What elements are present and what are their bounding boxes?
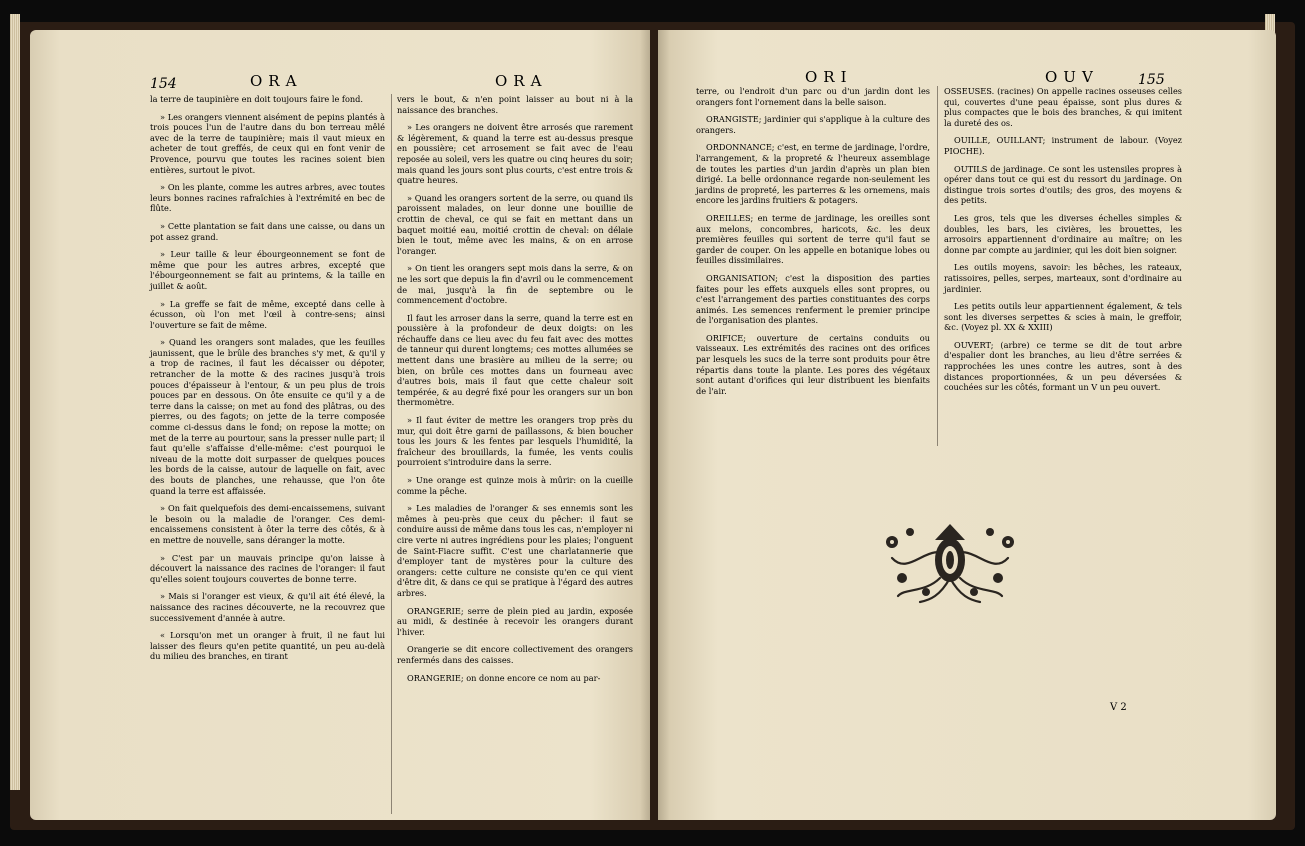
paragraph: ORANGERIE; on donne encore ce nom au par- [407, 672, 601, 683]
paragraph: terre, ou l'endroit d'un parc ou d'un jardin dont les orangers font l'ornement dans la belle saison. [696, 86, 930, 107]
left-column-2 [397, 94, 633, 814]
right-column-2 [944, 86, 1182, 516]
paragraph: » C'est par un mauvais principe qu'on laisse à découvert la naissance des racines de l'oranger: il faut qu'elles soient toujours couvertes de bonne terre. [150, 552, 385, 584]
paragraph: ORDONNANCE; c'est, en terme de jardinage, l'ordre, l'arrangement, & la propreté & l'heureux assemblage de toutes les parties d'un jardin d'après un plan bien dirigé. La belle ordonnance regarde non-seulement les jardins de propreté, les parterres & les ornemens, mais encore les jardins fruitiers & potagers. [696, 142, 930, 206]
paragraph: OUTILS de jardinage. Ce sont les ustensiles propres à opérer dans tout ce qui est du ressort du jardinage. On distingue trois sortes d'outils; des gros, des moyens & des petits. [944, 163, 1182, 206]
page-number-right: 155 [1138, 72, 1165, 88]
left-page-edges [10, 14, 20, 790]
paragraph: Il faut les arroser dans la serre, quand la terre est en poussière à la profondeur de deux doigts: on les réchauffe dans ce lieu avec du feu fait avec des mottes de tanneur qui durent longtems; ces mottes allumées se mettent dans une brasière au milieu de la serre; ou bien, on brûle ces mottes dans un fourneau avec d'autres bois, mais il faut que cette chaleur soit tempérée, & au degré fixé pour les orangers sur un bon thermomètre. [397, 312, 633, 408]
paragraph: Les outils moyens, savoir: les bêches, les rateaux, ratissoires, pelles, serpes, marteaux, sont d'ordinaire au jardinier. [944, 262, 1182, 294]
floral-ornament [880, 518, 1020, 604]
right-column-1 [696, 86, 930, 516]
left-column-1 [150, 94, 385, 814]
paragraph: » Leur taille & leur ébourgeonnement se font de même que pour les autres arbres, excepté que l'ébourgeonnement se fait au printems, & la taille en juillet & août. [150, 249, 385, 291]
paragraph: » Les maladies de l'oranger & ses ennemis sont les mêmes à peu-près que ceux du pêcher: il faut se conduire aussi de même dans tous les cas, n'employer ni cire verte ni autres ingrédiens pour les plaies; l'onguent de Saint-Fiacre suffit. C'est une charlatannerie que d'employer tant de mystères pour la culture des orangers: cette culture ne consiste qu'en ce qui vient d'être dit, & dans ce qui se pratique à l'égard des autres arbres. [397, 503, 634, 598]
paragraph: » On fait quelquefois des demi-encaissemens, suivant le besoin ou la maladie de l'oranger. Ces demi-encaissemens consistent à ôter la terre des côtés, & à en mettre de nouvelle, sans déranger la motte. [150, 503, 385, 545]
running-header-right-col2: OUV [1045, 68, 1099, 86]
running-header-right-col1: ORI [805, 68, 853, 86]
paragraph: » Quand les orangers sortent de la serre, ou quand ils paroissent malades, on leur donne une bouillie de crottin de cheval, ce qui se fait en mettant dans un baquet moitié eau, moitié crottin de cheval: on délaie bien le tout, même avec les mains, & on en arrose l'oranger. [397, 192, 633, 256]
paragraph: OUILLE, OUILLANT; instrument de labour. (Voyez PIOCHE). [944, 135, 1182, 156]
paragraph: ORGANISATION; c'est la disposition des parties faites pour les effets auxquels elles sont propres, ou c'est l'arrangement des parties constituantes des corps animés. Les semences renferment le premier principe de l'organisation des plantes. [696, 272, 930, 326]
paragraph: ORANGERIE; serre de plein pied au jardin, exposée au midi, & destinée à recevoir les orangers durant l'hiver. [397, 605, 633, 637]
signature-mark: V 2 [1110, 702, 1127, 713]
paragraph: ORANGISTE; jardinier qui s'applique à la culture des orangers. [696, 114, 930, 135]
column-rule-right [937, 86, 938, 446]
paragraph: OUVERT; (arbre) ce terme se dit de tout arbre d'espalier dont les branches, au lieu d'être serrées & rapprochées les unes contre les autres, sont à des distances proportionnées, & un peu déversées & couchées sur les côtés, formant un V un peu ouvert. [944, 339, 1182, 393]
paragraph: Orangerie se dit encore collectivement des orangers renfermés dans des caisses. [397, 644, 633, 665]
paragraph: la terre de taupinière en doit toujours faire le fond. [150, 94, 363, 104]
paragraph: » Cette plantation se fait dans une caisse, ou dans un pot assez grand. [150, 220, 385, 242]
paragraph: ORIFICE; ouverture de certains conduits ou vaisseaux. Les extrémités des racines ont des orifices par lesquels les sucs de la terre sont produits pour être répartis dans toute la plante. Les pores des végétaux sont autant d'orifices qui leur distribuent les bienfaits de l'air. [696, 332, 930, 396]
running-header-left-col2: ORA [495, 72, 548, 90]
paragraph: OSSEUSES. (racines) On appelle racines osseuses celles qui, couvertes d'une peau épaisse, sont plus dures & plus compactes que le bois des branches, & qui imitent la dureté des os. [944, 86, 1182, 128]
paragraph: » Les orangers viennent aisément de pepins plantés à trois pouces l'un de l'autre dans du bon terreau mêlé avec de la terre de taupinière; mais il vaut mieux en acheter de tout greffés, de ceux qui en font venir de Provence, pourvu que toutes les racines soient bien entières, surtout le pivot. [150, 111, 385, 175]
paragraph: vers le bout, & n'en point laisser au bout ni à la naissance des branches. [397, 94, 633, 115]
paragraph: » Une orange est quinze mois à mûrir: on la cueille comme la pêche. [397, 475, 633, 496]
paragraph: » Les orangers ne doivent être arrosés que rarement & légèrement, & quand la terre est au-dessus presque en poussière; cet arrosement se fait avec de l'eau reposée au soleil, vers les quatre ou cinq heures du soir; mais quand les jours sont plus courts, c'est entre trois & quatre heures. [397, 122, 633, 186]
paragraph: » Mais si l'oranger est vieux, & qu'il ait été élevé, la naissance des racines découverte, ne la recouvrez que successivement d'année à autre. [150, 591, 385, 623]
paragraph: » On tient les orangers sept mois dans la serre, & on ne les sort que depuis la fin d'avril ou le commencement de mai, jusqu'à la fin de septembre ou le commencement d'octobre. [397, 263, 633, 306]
column-rule-left [391, 94, 392, 814]
paragraph: Les gros, tels que les diverses échelles simples & doubles, les bars, les civières, les brouettes, les arrosoirs appartiennent d'ordinaire au maître; on les donne par compte au jardinier, qui les doit bien soigner. [944, 212, 1182, 255]
running-header-left-col1: ORA [250, 72, 303, 90]
paragraph: » La greffe se fait de même, excepté dans celle à écusson, où l'on met l'œil à contre-sens; ainsi l'ouverture se fait de même. [150, 298, 385, 330]
paragraph: Les petits outils leur appartiennent également, & tels sont les diverses serpettes & scies à main, le greffoir, &c. (Voyez pl. XX & XXIII) [944, 301, 1182, 333]
paragraph: OREILLES; en terme de jardinage, les oreilles sont aux melons, concombres, haricots, &c. les deux premières feuilles qui sortent de terre qu'il faut se garder de couper. On les appelle en botanique lobes ou feuilles dissimilaires. [696, 212, 930, 266]
page-number-left: 154 [150, 76, 177, 92]
paragraph: « Lorsqu'on met un oranger à fruit, il ne faut lui laisser des fleurs qu'en petite quantité, un peu au-delà du milieu des branches, en tirant [150, 630, 385, 662]
paragraph: » Quand les orangers sont malades, que les feuilles jaunissent, que le brûle des branches s'y met, & qu'il y a trop de racines, il faut les décaisser ou dépoter, retrancher de la motte & des racines jusqu'à trois pouces d'épaisseur à l'entour, & un peu plus de trois pouces par en dessous. On ôte ensuite ce qu'il y a de terre dans la caisse; on met au fond des plâtras, ou des pierres, ou des fagots; on jette de la terre composée comme ci-dessus dans le fond; on repose la motte; on met de la terre au pourtour, sans la presser nulle part; il faut qu'elle s'affaisse d'elle-même: c'est pourquoi le niveau de la motte doit surpasser de quelques pouces les bords de la caisse, autour de laquelle on fait, avec des bouts de planches, une rehausse, que l'on ôte quand la terre est affaissée. [150, 337, 385, 496]
paragraph: » Il faut éviter de mettre les orangers trop près du mur, qui doit être garni de paillassons, & bien boucher tous les jours & les fentes par lesquels l'humidité, la fraîcheur des brouillards, la fumée, les vents coulis pourroient s'introduire dans la serre. [397, 415, 633, 468]
paragraph: » On les plante, comme les autres arbres, avec toutes leurs bonnes racines rafraîchies à l'extrémité en bec de flûte. [150, 182, 385, 214]
